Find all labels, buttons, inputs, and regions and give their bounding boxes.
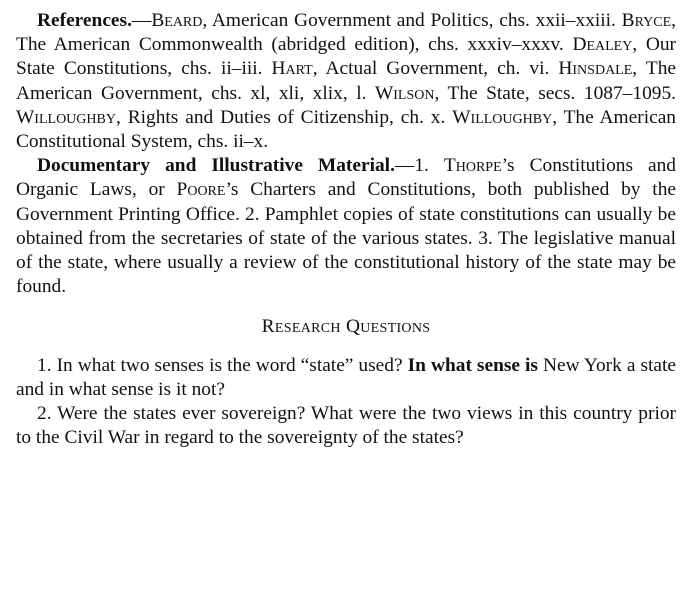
reference-author: Beard — [151, 10, 203, 31]
reference-text: , Our State Constitutions, chs. ii–iii. — [16, 34, 676, 80]
reference-author: Wilson — [374, 82, 435, 104]
source-author: Poore — [176, 179, 226, 201]
reference-author: Bryce — [621, 10, 672, 31]
documentary-label: Documentary and Illustrative Material. — [37, 155, 395, 177]
reference-text: , Actual Government, ch. vi. — [312, 58, 559, 80]
reference-author: Hinsdale — [558, 58, 633, 80]
reference-author: Willoughby — [16, 106, 116, 128]
question-item: 2. Were the states ever sovereign? What were the two views in this country prior to the Civil War in regard to the sovereignty of the states? — [16, 403, 676, 449]
reference-text: , Rights and Duties of Citizenship, ch. x. — [115, 106, 453, 128]
item-number: 1. — [414, 155, 444, 177]
reference-text: , The American Commonwealth (abridged edition), chs. xxxiv–xxxv. — [16, 10, 676, 56]
question-number: 1. — [37, 354, 52, 376]
documentary-item-3: 3. The legislative manual of the state, where usually a review of the constitutional history of the state may be found. — [16, 227, 676, 298]
question-item: 1. In what two senses is the word “state” used? In what sense is New York a state and in what sense is it not? — [16, 354, 676, 400]
section-heading: Research Questions — [261, 316, 431, 338]
documentary-paragraph: Documentary and Illustrative Material.—1. Thorpe’s Constitutions and Organic Laws, or Poore’s Charters and Constitutions, both published by the Government Printing Office. 2. Pamphlet copies of state constitutions can usually be obtained from the secretaries of state of the various states. 3. The legislative manual of the state, where usually a review of the constitutional history of the state may be found. — [16, 155, 677, 298]
reference-author: Willoughby — [452, 106, 553, 128]
references-paragraph: References.—Beard, American Government and Politics, chs. xxii–xxiii. Bryce, The American Commonwealth (abridged edition), chs. xxxiv–xxxv. Dealey, Our State Constitutions, chs. ii–iii. Hart, Actual Government, ch. vi. Hinsdale, The American Government, chs. xl, xli, xlix, l. Wilson, The State, secs. 1087–1095. Willoughby, Rights and Duties of Citizenship, ch. x. Willoughby, The American Constitutional System, chs. ii–x. — [16, 10, 677, 153]
source-author: Thorpe — [443, 155, 502, 177]
reference-author: Hart — [271, 58, 313, 80]
reference-author: Dealey — [572, 34, 633, 56]
documentary-item-2: 2. Pamphlet copies of state constitutions can usually be obtained from the secretaries of state of the various states. — [16, 203, 676, 249]
reference-text: , The State, secs. 1087–1095. — [434, 82, 677, 104]
reference-text: , The American Constitutional System, chs. ii–x. — [16, 106, 677, 153]
question-number: 2. — [37, 403, 52, 425]
document-page — [16, 9, 676, 450]
reference-text: , American Government and Politics, chs. xxii–xxiii. — [202, 10, 622, 31]
reference-text: , The American Government, chs. xl, xli, xlix, l. — [16, 58, 676, 104]
references-label: References. — [37, 10, 132, 31]
